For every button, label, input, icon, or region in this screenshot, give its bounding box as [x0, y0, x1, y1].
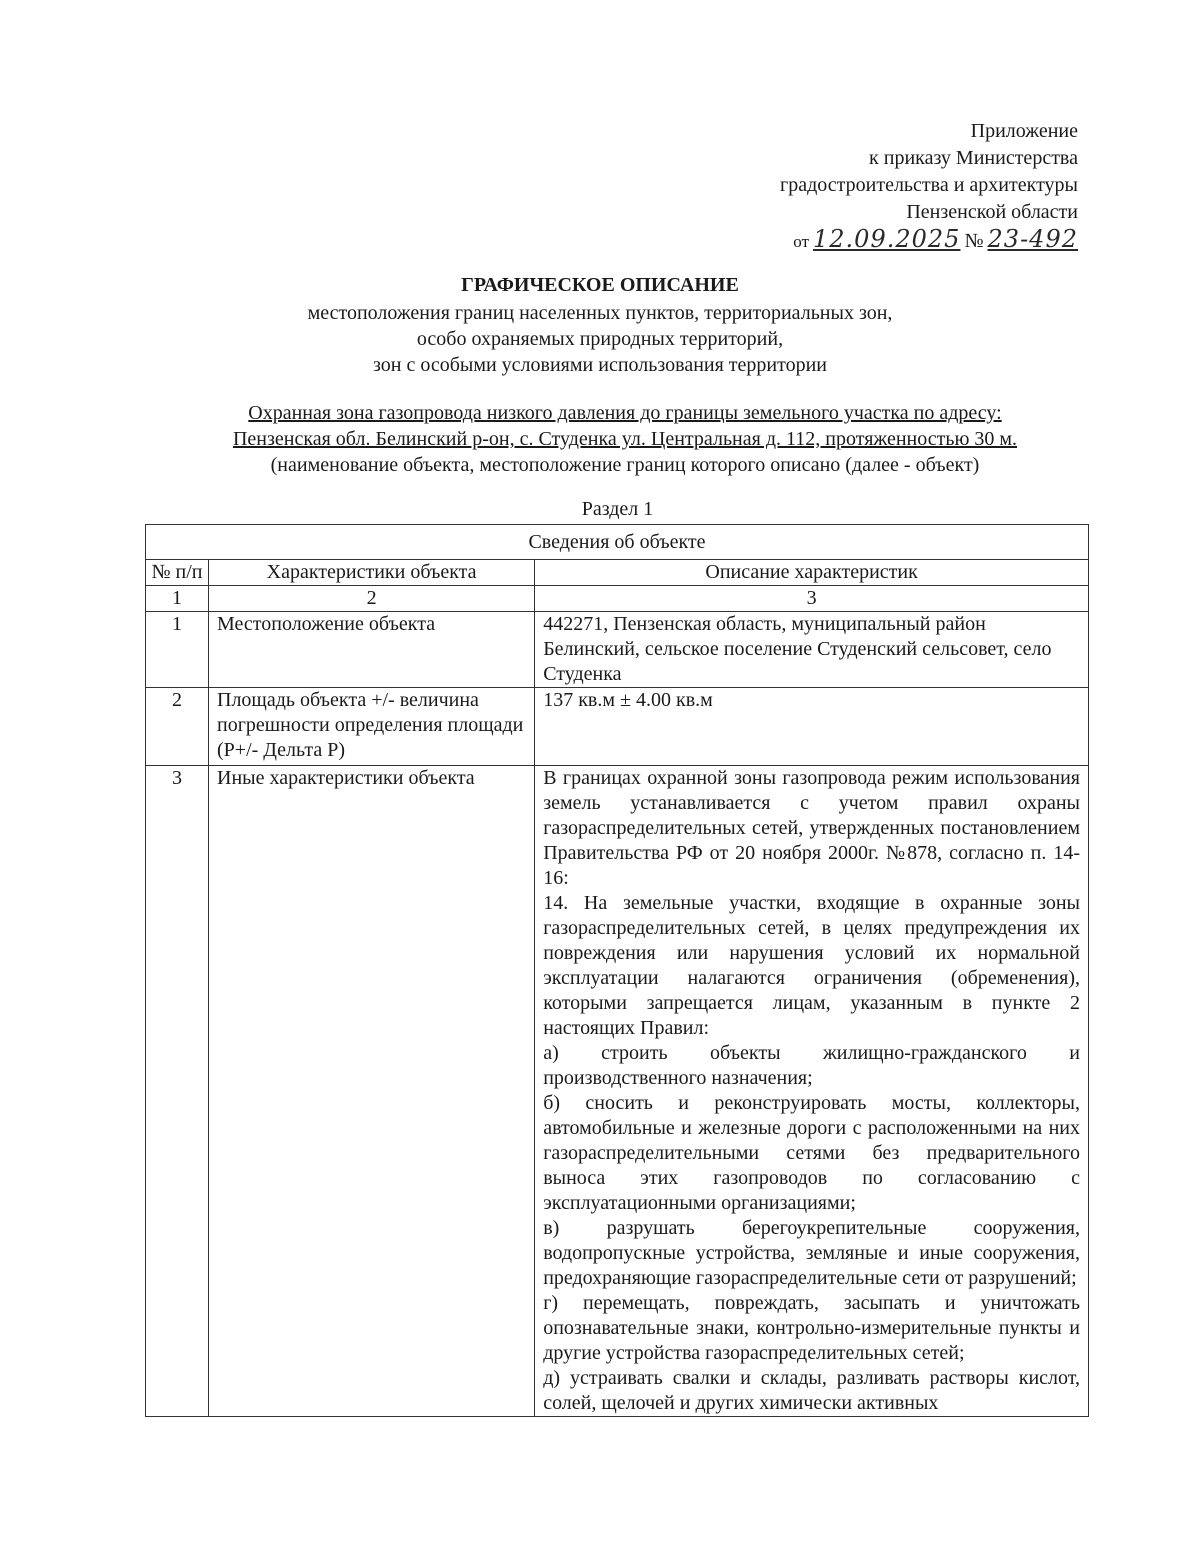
order-prefix: от	[793, 232, 810, 251]
appendix-line-2: к приказу Министерства	[869, 147, 1078, 169]
header-characteristics: Характеристики объекта	[209, 560, 535, 586]
subtitle-line-1: местоположения границ населенных пунктов, территориальных зон,	[307, 302, 893, 324]
header-num: № п/п	[146, 560, 209, 586]
row-2-desc: 137 кв.м ± 4.00 кв.м	[535, 688, 1089, 766]
row-2-num: 2	[146, 688, 209, 766]
row-3-paragraph: г) перемещать, повреждать, засыпать и уничтожать опознавательные знаки, контрольно-измерительные пункты и другие устройства газораспределительных сетей;	[543, 1292, 1080, 1364]
appendix-line-3: градостроительства и архитектуры	[780, 174, 1078, 196]
document-title: ГРАФИЧЕСКОЕ ОПИСАНИЕ	[461, 274, 739, 296]
row-1-num: 1	[146, 612, 209, 688]
row-3-paragraph: а) строить объекты жилищно-гражданского и производственного назначения;	[543, 1042, 1080, 1089]
colnum-2: 2	[209, 586, 535, 612]
object-name-block	[100, 400, 1150, 478]
order-date-handwritten: 12.09.2025	[813, 225, 961, 253]
row-3-paragraph: д) устраивать свалки и склады, разливать растворы кислот, солей, щелочей и других химически активных	[543, 1367, 1080, 1414]
subtitle-line-2: особо охраняемых природных территорий,	[416, 328, 784, 350]
order-number-sign: №	[964, 230, 984, 252]
row-3-paragraph: В границах охранной зоны газопровода режим использования земель устанавливается с учетом правил охраны газораспределительных сетей, утвержденных постановлением Правительства РФ от 20 ноября 2000г. №878, согласно п. 14-16:	[543, 767, 1080, 889]
row-3-num: 3	[146, 766, 209, 1417]
appendix-line-1: Приложение	[970, 120, 1078, 142]
object-name-line-1: Охранная зона газопровода низкого давления до границы земельного участка по адресу:	[248, 402, 1002, 424]
order-date-number	[780, 226, 1078, 256]
section-label: Раздел 1	[581, 498, 654, 520]
object-name-line-2: Пензенская обл. Белинский р-он, с. Студенка ул. Центральная д. 112, протяженностью 30 м.	[232, 428, 1018, 450]
appendix-block	[780, 118, 1078, 256]
order-number-handwritten: 23-492	[987, 225, 1078, 253]
row-3-paragraph: 14. На земельные участки, входящие в охранные зоны газораспределительных сетей, в целях предупреждения их повреждения или нарушения условий их нормальной эксплуатации налагаются ограничения (обременения), которыми запрещается лицам, указанным в пункте 2 настоящих Правил:	[543, 892, 1080, 1039]
colnum-1: 1	[146, 586, 209, 612]
table-caption: Сведения об объекте	[146, 525, 1089, 560]
row-3-paragraph: б) сносить и реконструировать мосты, коллекторы, автомобильные и железные дороги с расположенными на них газораспределительными сетями без предварительного выноса этих газопроводов по согласованию с эксплуатационными организациями;	[543, 1092, 1080, 1214]
table-row	[146, 612, 1089, 688]
object-name-caption: (наименование объекта, местоположение границ которого описано (далее - объект)	[270, 454, 980, 476]
table-row	[146, 766, 1089, 1417]
row-1-desc: 442271, Пензенская область, муниципальный район Белинский, сельское поселение Студенский сельсовет, село Студенка	[535, 612, 1089, 688]
row-3-paragraph: в) разрушать берегоукрепительные сооружения, водопропускные устройства, земляные и иные сооружения, предохраняющие газораспределительные сети от разрушений;	[543, 1217, 1080, 1289]
row-3-name: Иные характеристики объекта	[209, 766, 535, 1417]
subtitle-line-3: зон с особыми условиями использования территории	[372, 354, 828, 376]
table-caption-row	[146, 525, 1089, 560]
header-description: Описание характеристик	[535, 560, 1089, 586]
row-2-name: Площадь объекта +/- величина погрешности определения площади (Р+/- Дельта Р)	[209, 688, 535, 766]
object-info-table	[145, 524, 1089, 1417]
table-header-row	[146, 560, 1089, 586]
document-title-block	[60, 272, 1140, 378]
appendix-line-4: Пензенской области	[906, 201, 1078, 223]
colnum-3: 3	[535, 586, 1089, 612]
row-3-desc	[535, 766, 1089, 1417]
table-row	[146, 688, 1089, 766]
table-colnum-row	[146, 586, 1089, 612]
row-1-name: Местоположение объекта	[209, 612, 535, 688]
